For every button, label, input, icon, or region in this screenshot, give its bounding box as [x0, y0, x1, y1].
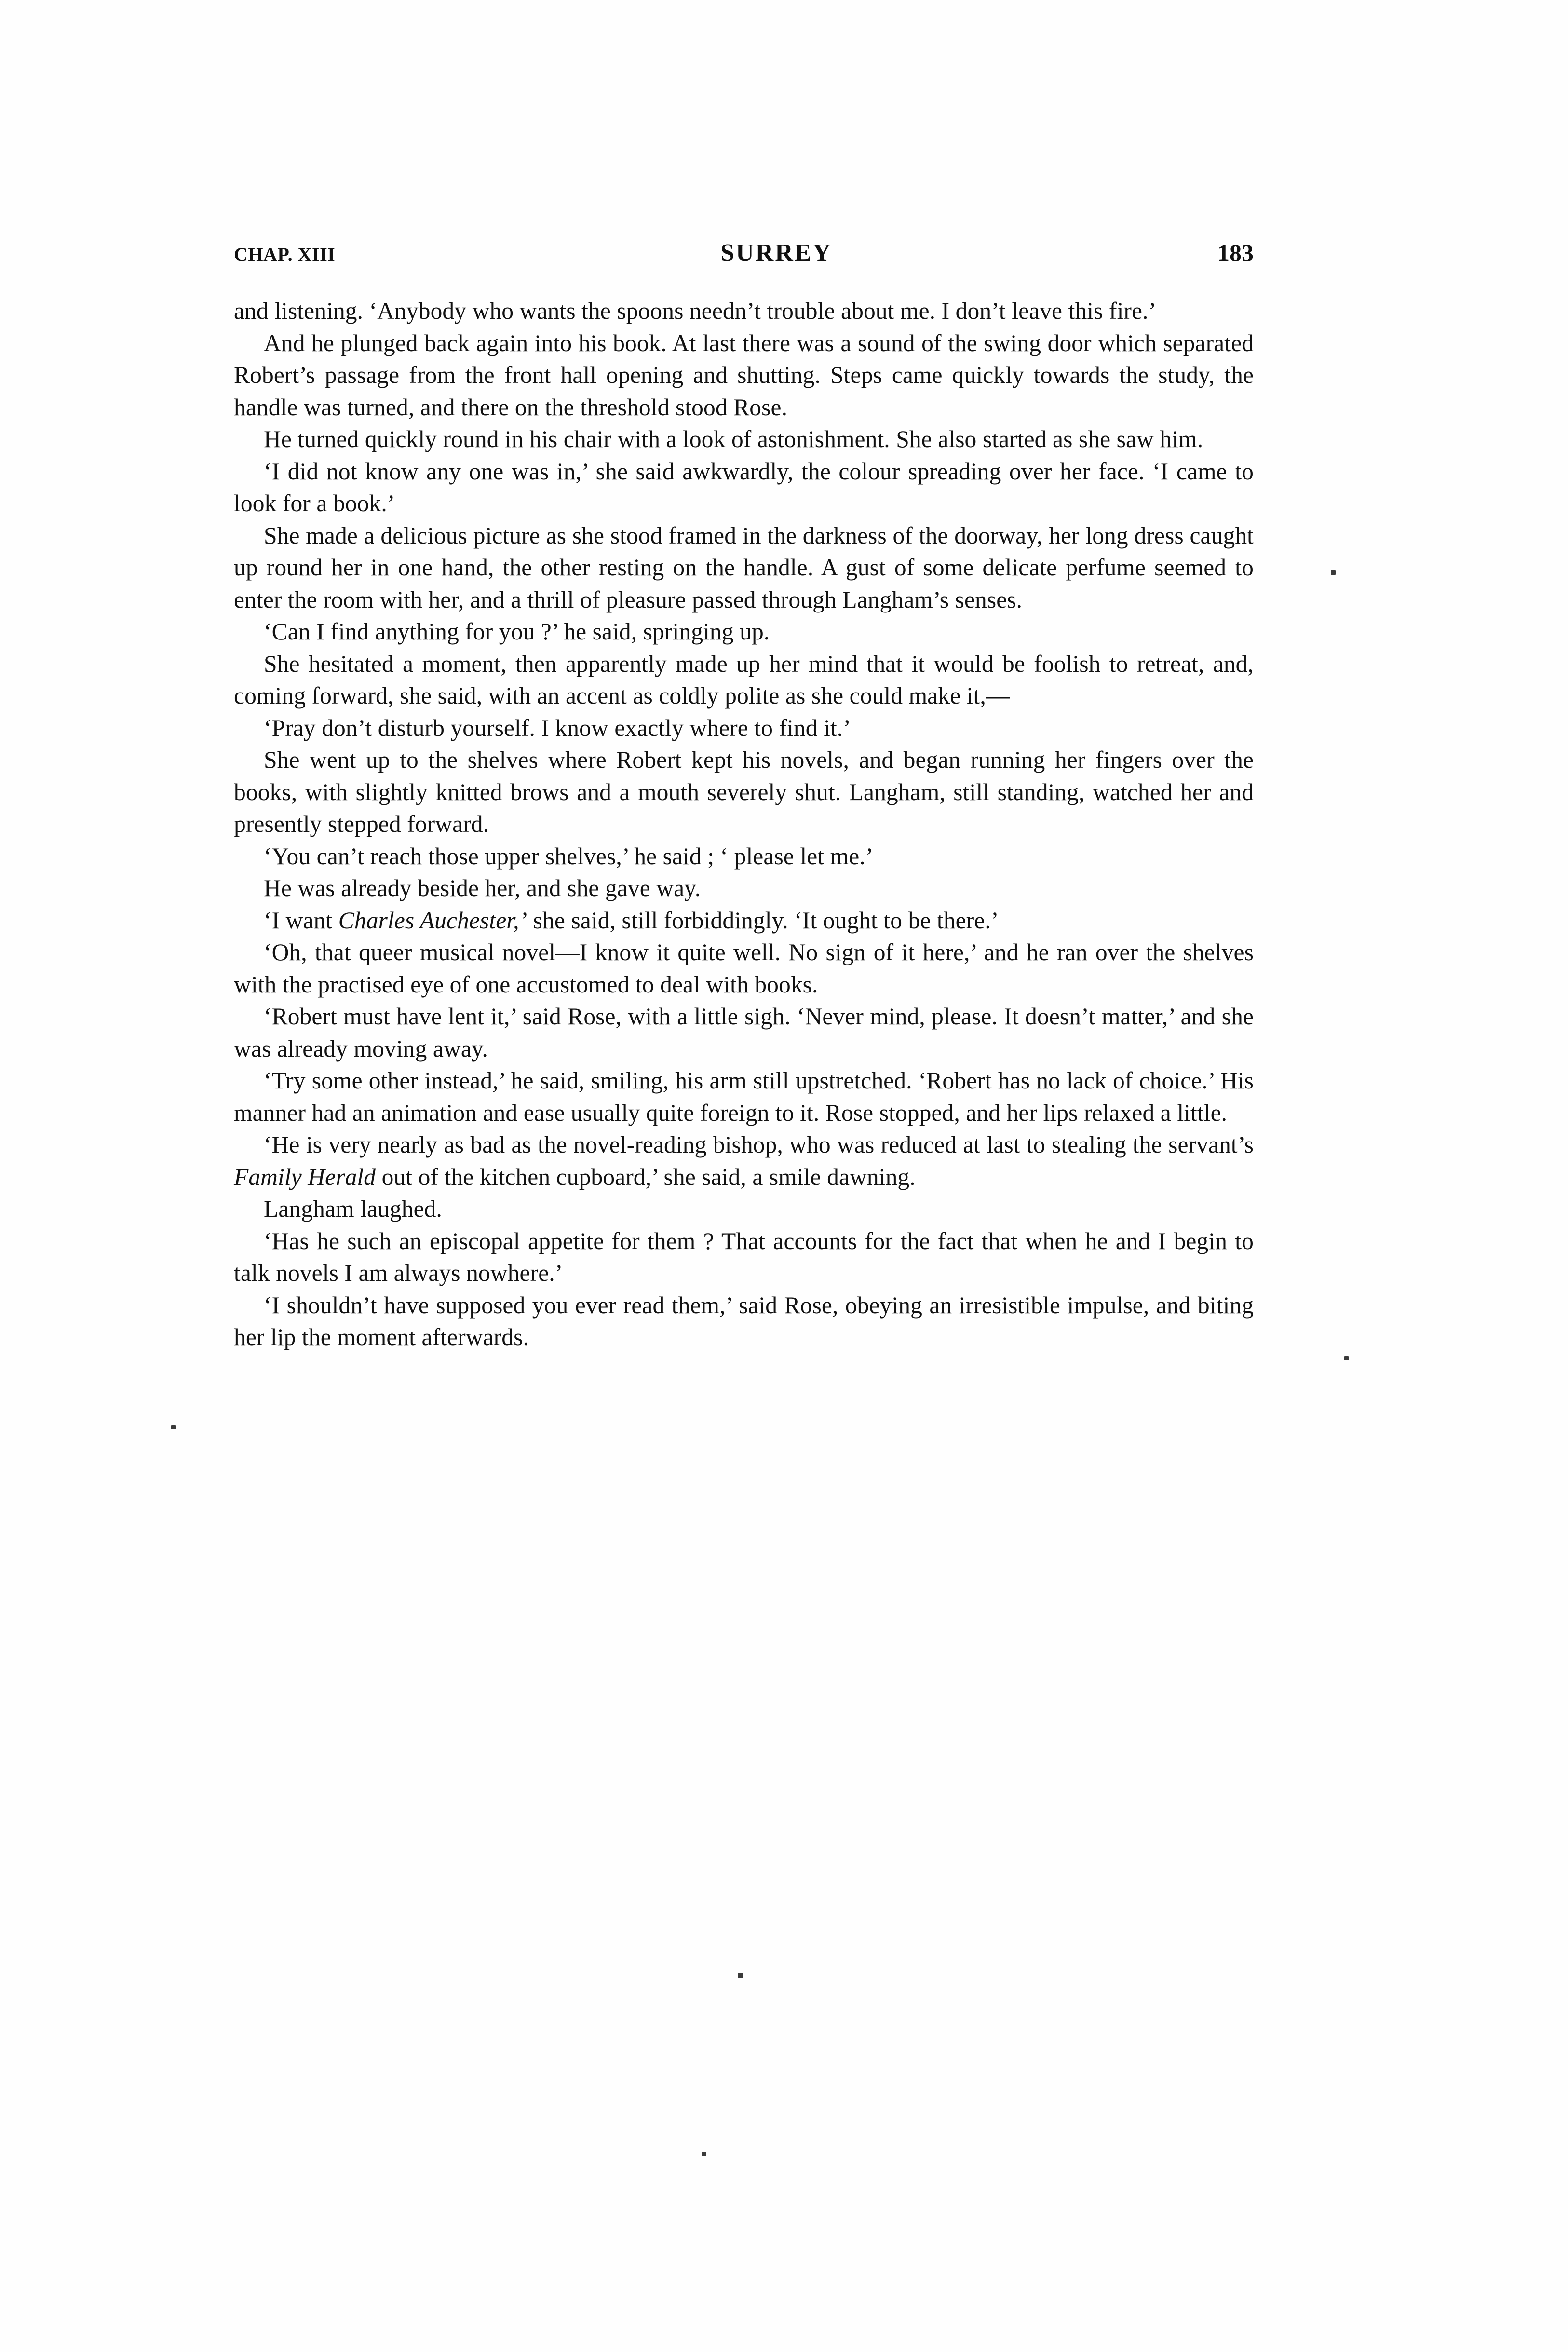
scan-speck	[1344, 1356, 1349, 1360]
paragraph: ‘I shouldn’t have supposed you ever read them,’ said Rose, obeying an irresistible impulse, and biting her lip the moment afterwards.	[234, 1292, 1254, 1350]
paragraph: ‘You can’t reach those upper shelves,’ he said ; ‘ please let me.’	[264, 843, 874, 870]
paragraph: ‘I want Charles Auchester,’ she said, still forbiddingly. ‘It ought to be there.’	[264, 907, 999, 934]
paragraph: ‘Oh, that queer musical novel—I know it quite well. No sign of it here,’ and he ran over the shelves with the practised eye of one accustomed to deal with books.	[234, 939, 1254, 998]
scan-speck	[1331, 570, 1336, 575]
paragraph: He was already beside her, and she gave way.	[264, 875, 701, 901]
scan-speck	[738, 1973, 743, 1978]
scan-speck	[171, 1425, 176, 1429]
italic-title: Family Herald	[234, 1163, 376, 1190]
paragraph: And he plunged back again into his book. At last there was a sound of the swing door which separated Robert’s passage from the front hall opening and shutting. Steps came quickly towards the study, the handle was turned, and there on the threshold stood Rose.	[234, 329, 1254, 421]
paragraph: She made a delicious picture as she stood framed in the darkness of the doorway, her long dress caught up round her in one hand, the other resting on the handle. A gust of some delicate perfume seemed to enter the room with her, and a thrill of pleasure passed through Langham’s senses.	[234, 522, 1254, 613]
body-text	[234, 295, 1254, 1354]
paragraph: and listening. ‘Anybody who wants the spoons needn’t trouble about me. I don’t leave this fire.’	[234, 298, 1157, 324]
scan-speck	[702, 2152, 706, 2156]
paragraph: Langham laughed.	[264, 1196, 442, 1222]
running-head-title: SURREY	[720, 239, 833, 267]
paragraph: ‘Pray don’t disturb yourself. I know exactly where to find it.’	[264, 714, 851, 741]
paragraph: ‘He is very nearly as bad as the novel-reading bishop, who was reduced at last to stealing the servant’s Family Herald out of the kitchen cupboard,’ she said, a smile dawning.	[234, 1131, 1254, 1190]
paragraph: ‘I did not know any one was in,’ she said awkwardly, the colour spreading over her face. ‘I came to look for a book.’	[234, 458, 1254, 517]
paragraph: ‘Try some other instead,’ he said, smiling, his arm still upstretched. ‘Robert has no lack of choice.’ His manner had an animation and ease usually quite foreign to it. Rose stopped, and her lips relaxed a little.	[234, 1067, 1254, 1126]
italic-title: Charles Auchester,’	[338, 907, 527, 934]
paragraph: ‘Has he such an episcopal appetite for them ? That accounts for the fact that when he and I begin to talk novels I am always nowhere.’	[234, 1227, 1254, 1286]
page-content	[234, 239, 1254, 1354]
page-number: 183	[1217, 239, 1254, 266]
paragraph: He turned quickly round in his chair with a look of astonishment. She also started as she saw him.	[264, 426, 1203, 452]
paragraph: ‘Robert must have lent it,’ said Rose, with a little sigh. ‘Never mind, please. It doesn’t matter,’ and she was already moving away.	[234, 1003, 1254, 1062]
paragraph: ‘Can I find anything for you ?’ he said, springing up.	[264, 618, 770, 645]
paragraph: She went up to the shelves where Robert kept his novels, and began running her fingers over the books, with slightly knitted brows and a mouth severely shut. Langham, still standing, watched her and presently stepped forward.	[234, 747, 1254, 837]
paragraph: She hesitated a moment, then apparently made up her mind that it would be foolish to retreat, and, coming forward, she said, with an accent as coldly polite as she could make it,—	[234, 650, 1254, 709]
running-head-chapter: CHAP. XIII	[234, 244, 336, 265]
running-head	[234, 239, 1254, 267]
